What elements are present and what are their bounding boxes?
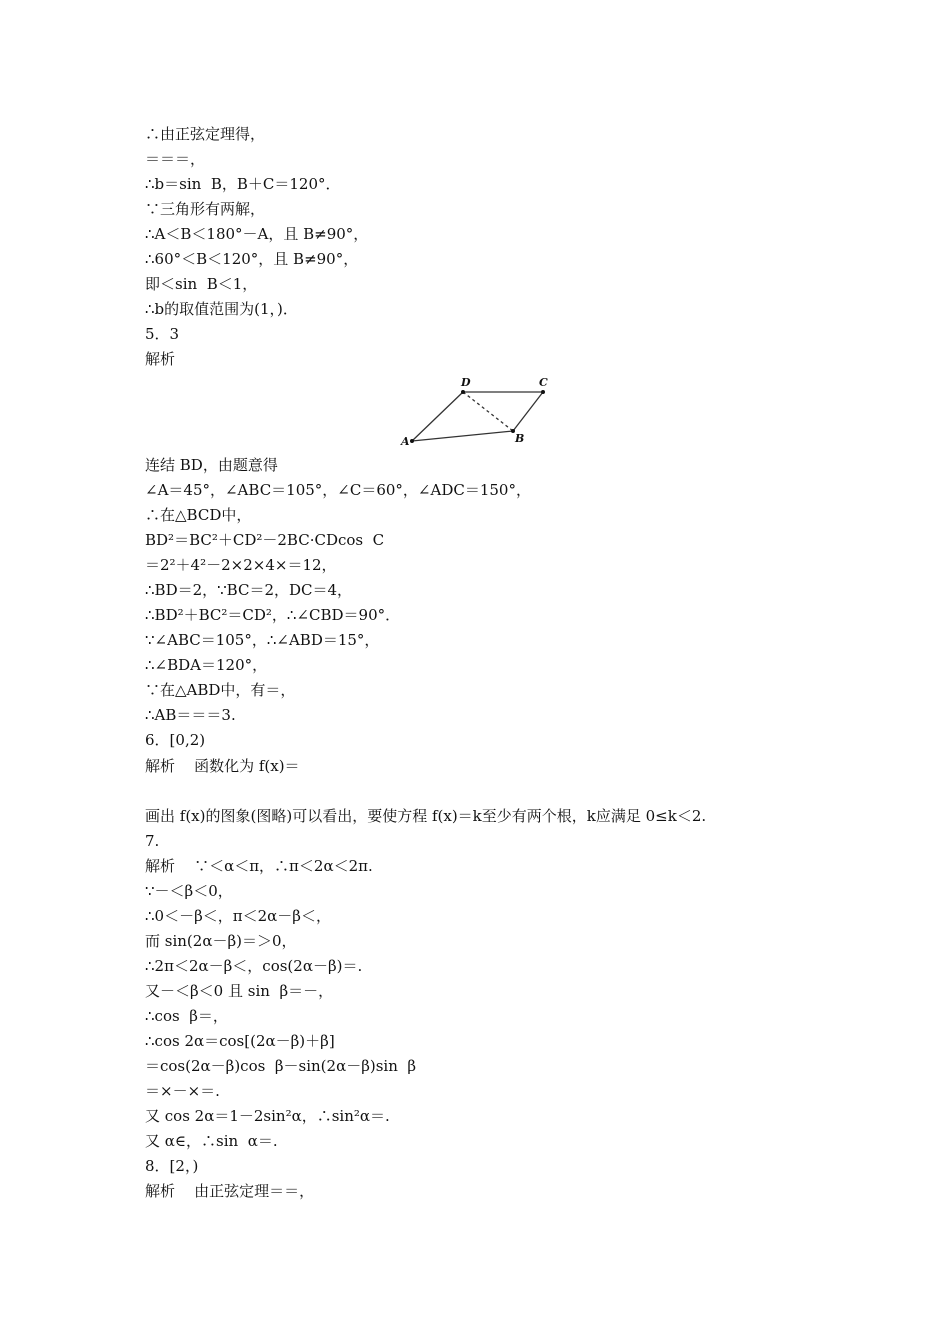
- diagonal-bd: [463, 392, 513, 431]
- text-line: 又 cos 2α＝1－2sin²α，∴sin²α＝.: [145, 1107, 390, 1125]
- label-b: B: [515, 432, 525, 445]
- quadrilateral-figure: [395, 372, 565, 452]
- text-line: 而 sin(2α－β)＝＞0，: [145, 932, 297, 950]
- text-line: 又－＜β＜0 且 sin β＝－，: [145, 982, 334, 1000]
- text-line: 解析 函数化为 f(x)＝: [145, 757, 300, 775]
- text-line: ＝2²＋4²－2×2×4×＝12，: [145, 556, 337, 574]
- text-line: ∵∠ABC＝105°，∴∠ABD＝15°，: [145, 631, 380, 649]
- label-d: D: [461, 376, 471, 389]
- text-line: ＝cos(2α－β)cos β－sin(2α－β)sin β: [145, 1057, 417, 1075]
- text-line: ∴cos β＝，: [145, 1007, 228, 1025]
- text-line: ∴AB＝＝＝3.: [145, 706, 236, 724]
- text-line: 即＜sin B＜1，: [145, 275, 258, 293]
- text-line: ∴∠BDA＝120°，: [145, 656, 268, 674]
- text-line: 解析 由正弦定理＝＝，: [145, 1182, 315, 1200]
- text-line: 画出 f(x)的图象(图略)可以看出，要使方程 f(x)＝k至少有两个根，k应满足 0≤k＜2.: [145, 807, 707, 825]
- text-line: ∴A＜B＜180°－A，且 B≠90°，: [145, 225, 369, 243]
- edge-ba: [412, 431, 513, 441]
- edge-cb: [513, 392, 543, 431]
- text-line: ∴0＜－β＜，π＜2α－β＜，: [145, 907, 331, 925]
- problem-number: 5．3: [145, 325, 180, 343]
- edge-ad: [412, 392, 463, 441]
- text-line: ∴60°＜B＜120°，且 B≠90°，: [145, 250, 359, 268]
- analysis-heading: 解析: [145, 350, 176, 368]
- problem-number: 7.: [145, 832, 160, 850]
- text-line: ∴BD＝2，∵BC＝2，DC＝4，: [145, 581, 353, 599]
- text-line: ∴由正弦定理得，: [145, 125, 266, 143]
- text-line: ∵三角形有两解，: [145, 200, 266, 218]
- text-line: ∵在△ABD中，有＝，: [145, 681, 296, 699]
- text-line: ∴BD²＋BC²＝CD²，∴∠CBD＝90°．: [145, 606, 401, 624]
- text-line: BD²＝BC²＋CD²－2BC·CDcos C: [145, 531, 385, 549]
- text-line: 解析 ∵＜α＜π，∴π＜2α＜2π.: [145, 857, 373, 875]
- problem-number: 6．[0,2): [145, 731, 206, 749]
- text-line: ∴在△BCD中，: [145, 506, 252, 524]
- problem-number: 8．[2，): [145, 1157, 199, 1175]
- text-line: ∴cos 2α＝cos[(2α－β)＋β]: [145, 1032, 335, 1050]
- text-line: ∴b＝sin B，B＋C＝120°．: [145, 175, 341, 193]
- text-line: ∴b的取值范围为(1，)．: [145, 300, 298, 318]
- text-line: ＝＝＝，: [145, 150, 206, 168]
- label-c: C: [539, 376, 548, 389]
- text-line: 又 α∈，∴sin α＝.: [145, 1132, 278, 1150]
- text-line: 连结 BD，由题意得: [145, 456, 278, 474]
- vertex-a: [410, 439, 414, 443]
- text-line: ∠A＝45°，∠ABC＝105°，∠C＝60°，∠ADC＝150°，: [145, 481, 531, 499]
- text-line: ＝×－×＝.: [145, 1082, 220, 1100]
- label-a: A: [401, 435, 410, 448]
- vertex-c: [541, 390, 545, 394]
- text-line: ∴2π＜2α－β＜，cos(2α－β)＝.: [145, 957, 363, 975]
- vertex-d: [461, 390, 465, 394]
- text-line: ∵－＜β＜0，: [145, 882, 233, 900]
